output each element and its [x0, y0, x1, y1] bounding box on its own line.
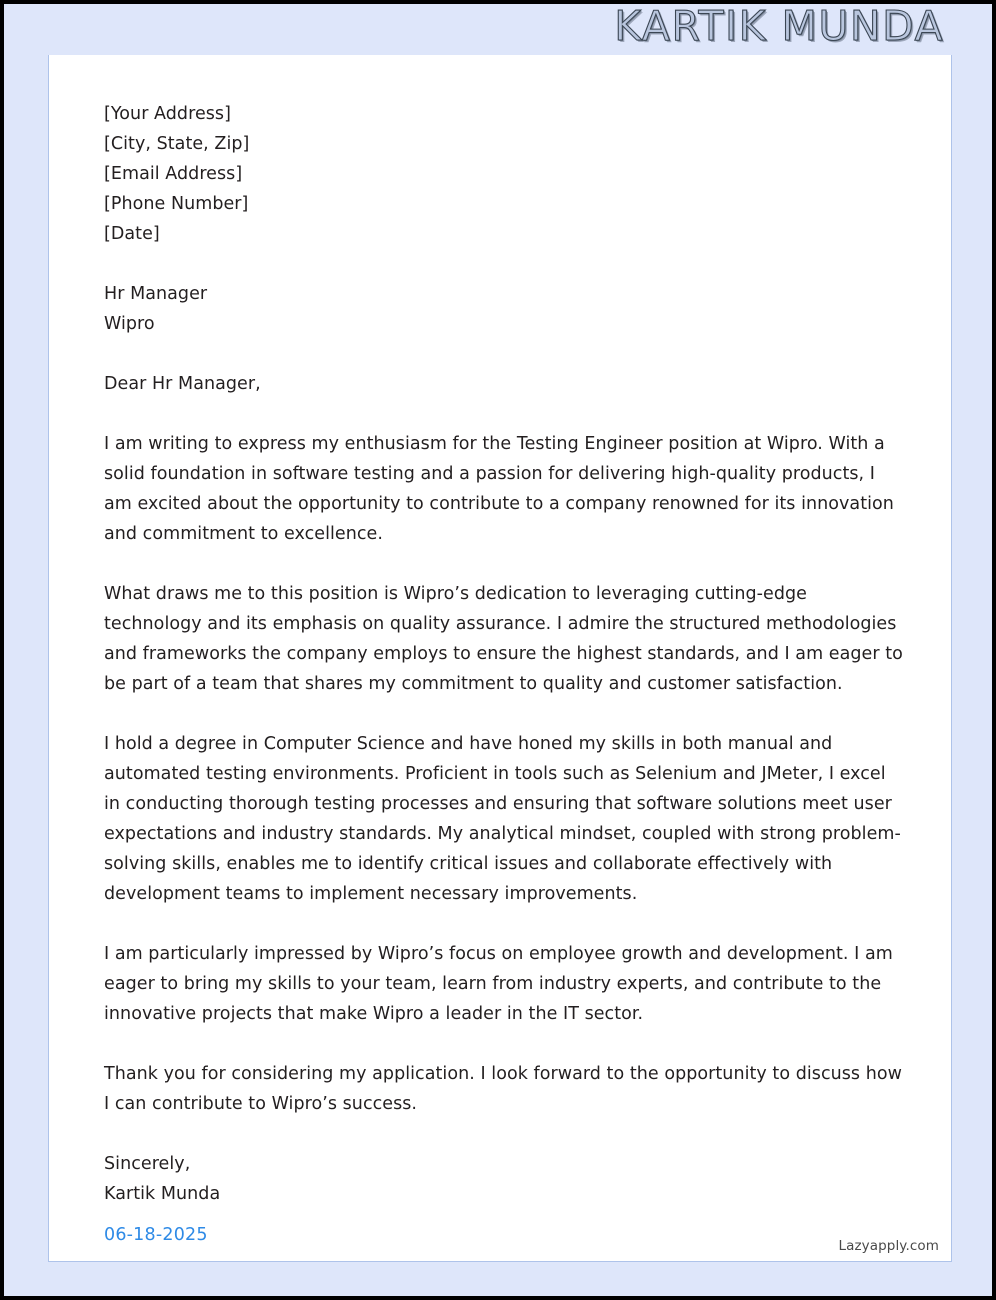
salutation-block: [104, 369, 904, 399]
body-paragraph: I am writing to express my enthusiasm for the Testing Engineer position at Wipro. With a solid foundation in software testing and a passion for delivering high-quality products, I am excited about the opportunity to contribute to a company renowned for its innovation and commitment to excellence.: [104, 434, 894, 544]
letter-date: 06-18-2025: [104, 1225, 208, 1245]
body-paragraph: I hold a degree in Computer Science and have honed my skills in both manual and automated testing environments. Proficient in tools such as Selenium and JMeter, I excel in conducting thorough testing processes and ensuring that software solutions meet user expectations and industry standards. My analytical mindset, coupled with strong problem-solving skills, enables me to identify critical issues and collaborate effectively with development teams to implement necessary improvements.: [104, 734, 901, 904]
body-paragraph-block: [104, 939, 904, 1029]
recipient-line: Wipro: [104, 314, 155, 334]
sender-address-block: [104, 99, 904, 249]
body-paragraph-block: [104, 1059, 904, 1119]
closing-salutation: Sincerely,: [104, 1154, 191, 1174]
body-paragraph-block: [104, 579, 904, 699]
body-paragraph-block: [104, 729, 904, 909]
sender-line: [City, State, Zip]: [104, 134, 250, 154]
salutation: Dear Hr Manager,: [104, 374, 261, 394]
letter-card: [48, 55, 952, 1262]
body-paragraph: What draws me to this position is Wipro’s dedication to leveraging cutting-edge technology and its emphasis on quality assurance. I admire the structured methodologies and frameworks the company employs to ensure the highest standards, and I am eager to be part of a team that shares my commitment to quality and customer satisfaction.: [104, 584, 903, 694]
recipient-address-block: [104, 279, 904, 339]
signature-name: Kartik Munda: [104, 1184, 221, 1204]
sender-line: [Date]: [104, 224, 160, 244]
footer-watermark: Lazyapply.com: [838, 1238, 939, 1254]
sender-line: [Your Address]: [104, 104, 231, 124]
letter-body: [104, 99, 904, 1250]
body-paragraph-block: [104, 429, 904, 549]
sender-line: [Email Address]: [104, 164, 243, 184]
sender-line: [Phone Number]: [104, 194, 249, 214]
signature-block: [104, 1149, 904, 1250]
recipient-line: Hr Manager: [104, 284, 208, 304]
body-paragraph: Thank you for considering my application. I look forward to the opportunity to discuss how I can contribute to Wipro’s success.: [104, 1064, 902, 1114]
page-title: KARTIK MUNDA: [614, 2, 944, 50]
body-paragraph: I am particularly impressed by Wipro’s focus on employee growth and development. I am eager to bring my skills to your team, learn from industry experts, and contribute to the innovative projects that make Wipro a leader in the IT sector.: [104, 944, 893, 1024]
document-header: [4, 4, 992, 55]
